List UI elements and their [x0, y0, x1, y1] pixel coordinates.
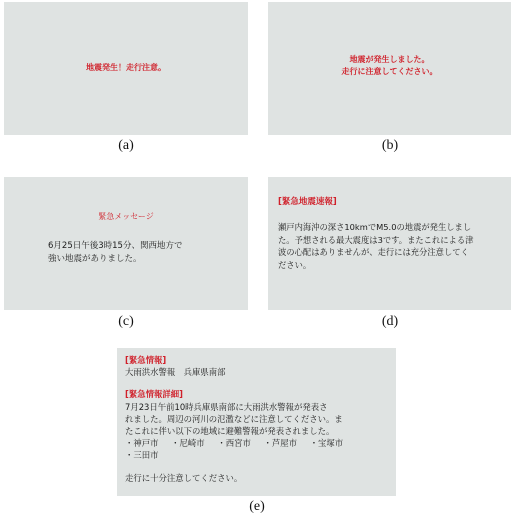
city-item: ・西宮市 [217, 438, 251, 449]
city-item: ・神戸市 [125, 438, 159, 449]
message-panel-a [4, 2, 248, 135]
panel-e-cities-row2 [125, 449, 391, 461]
panel-b-message [268, 54, 511, 78]
caption-d: (d) [381, 314, 399, 329]
panel-e-closing: 走行に十分注意してください。 [125, 472, 243, 483]
panel-d-line4: ださい。 [278, 259, 312, 270]
caption-c: (c) [118, 314, 134, 329]
panel-e-header2: [緊急情報詳細] [125, 389, 183, 400]
panel-e-cities-row1 [125, 437, 391, 449]
city-item: ・宝塚市 [309, 438, 344, 449]
panel-e-detail3: たこれに伴い以下の地域に避難警報が発表されました。 [125, 426, 335, 437]
caption-b: (b) [381, 138, 399, 153]
panel-c-line2: 強い地震がありました。 [48, 254, 142, 264]
city-item: ・尼崎市 [171, 438, 205, 449]
panel-b-line2: 走行に注意してください。 [341, 67, 438, 76]
panel-c-title: 緊急メッセージ [98, 212, 154, 221]
panel-e-header1: [緊急情報] [125, 355, 167, 365]
city-item: ・三田市 [125, 450, 159, 461]
city-item: ・芦屋市 [263, 438, 298, 449]
panel-c-body [48, 240, 182, 266]
panel-e-warning: 大雨洪水警報 兵庫県南部 [125, 367, 226, 378]
panel-d-line1: 瀬戸内海沖の深さ10kmでM5.0の地震が発生しまし [278, 222, 472, 232]
panel-a-message: 地震発生！走行注意。 [86, 63, 166, 72]
panel-c-line1: 6月25日午後3時15分、関西地方で [48, 241, 183, 251]
caption-e: (e) [249, 499, 265, 514]
message-panel-b [268, 2, 511, 135]
caption-a: (a) [118, 138, 134, 153]
panel-e-detail2: れました。周辺の河川の氾濫などに注意してください。ま [125, 413, 343, 424]
panel-d-line3: 波の心配はありませんが、走行には充分注意してく [278, 247, 469, 257]
panel-b-line1: 地震が発生しました。 [349, 55, 430, 64]
message-panel-e [117, 348, 396, 496]
message-panel-d [268, 177, 511, 310]
panel-e-content [125, 354, 391, 484]
panel-d-title: [緊急地震速報] [278, 197, 337, 207]
panel-e-detail1: 7月23日午前10時兵庫県南部に大雨洪水警報が発表さ [125, 401, 328, 412]
message-panel-c [4, 177, 248, 310]
panel-d-body [278, 221, 504, 271]
panel-d-line2: た。予想される最大震度は3です。またこれによる津 [278, 234, 474, 245]
